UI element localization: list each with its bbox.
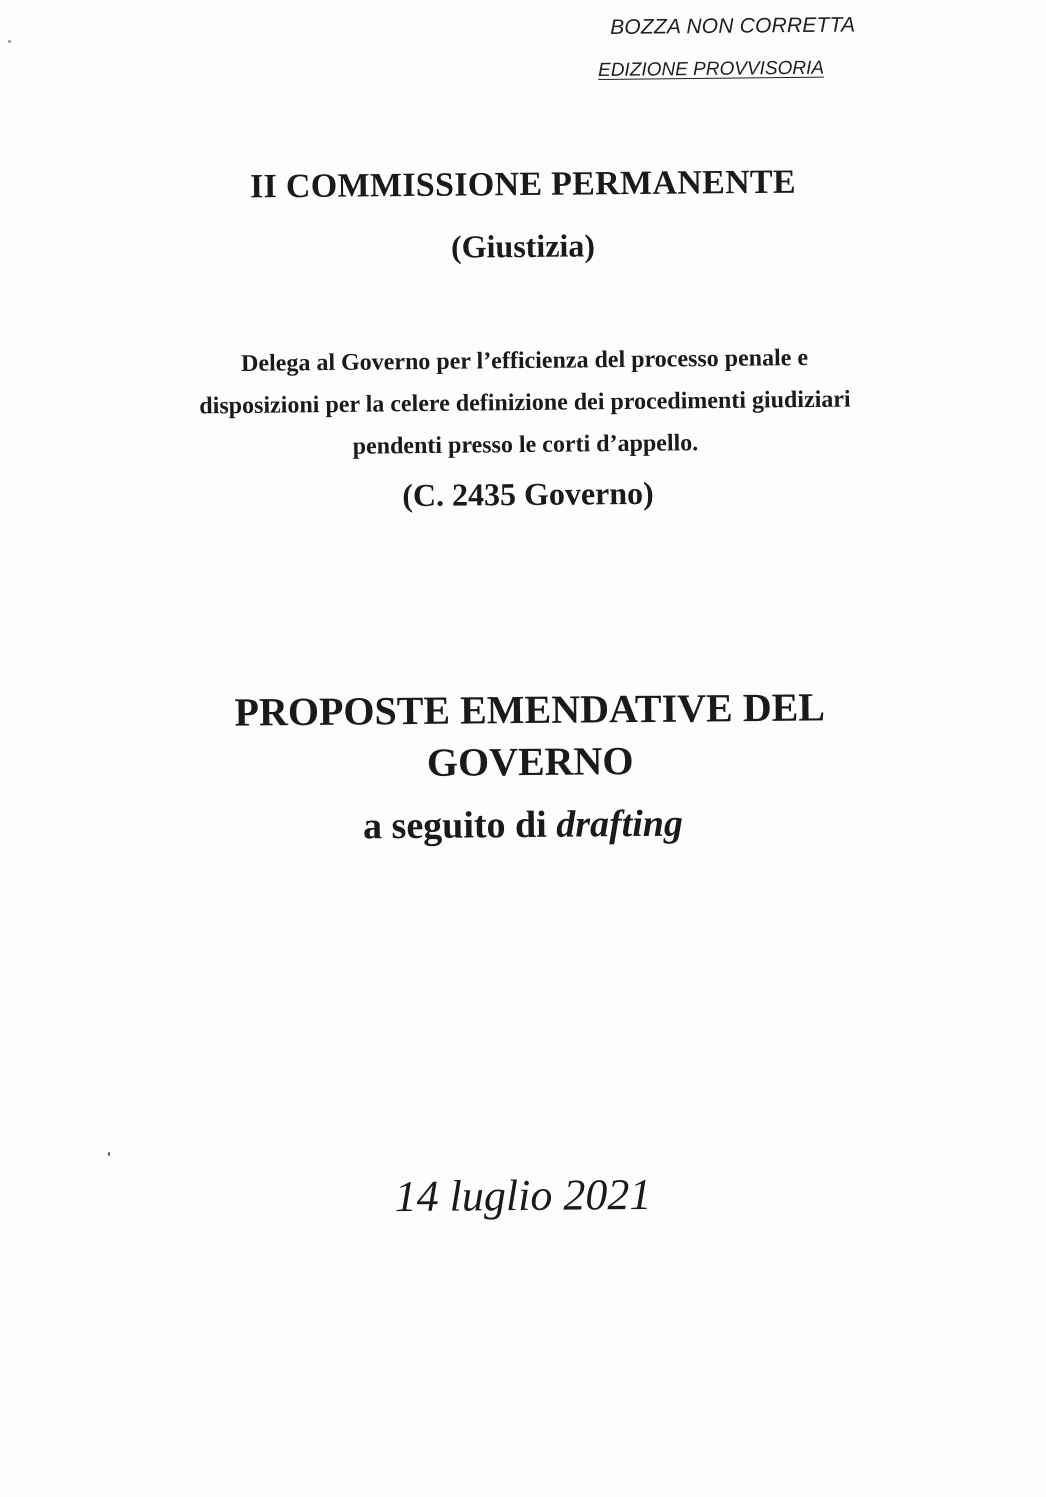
bill-title-line: pendenti presso le corti d’appello. [352, 430, 699, 460]
main-heading [180, 681, 881, 791]
sub-heading-prefix: a seguito di [362, 803, 557, 848]
provisional-edition-stamp: EDIZIONE PROVVISORIA [598, 57, 825, 81]
bill-number: (C. 2435 Governo) [402, 474, 654, 514]
sub-heading [0, 798, 1046, 851]
scan-speck [8, 40, 11, 43]
committee-name [0, 161, 1046, 208]
bill-title-line: Delega al Governo per l’efficienza del processo penale e [240, 345, 809, 377]
scan-speck [108, 1152, 110, 1156]
bill-title-line: disposizioni per la celere definizione dei procedimenti giudiziari [199, 386, 851, 420]
bill-title [129, 336, 920, 470]
sub-heading-italic: drafting [556, 802, 684, 846]
committee-name-text: II COMMISSIONE PERMANENTE [249, 163, 797, 206]
committee-subtitle: (Giustizia) [450, 227, 596, 265]
document-date: 14 luglio 2021 [394, 1169, 652, 1222]
main-heading-line: GOVERNO [426, 738, 634, 785]
main-heading-line: PROPOSTE EMENDATIVE DEL [234, 684, 826, 735]
draft-stamp: BOZZA NON CORRETTA [610, 13, 856, 39]
